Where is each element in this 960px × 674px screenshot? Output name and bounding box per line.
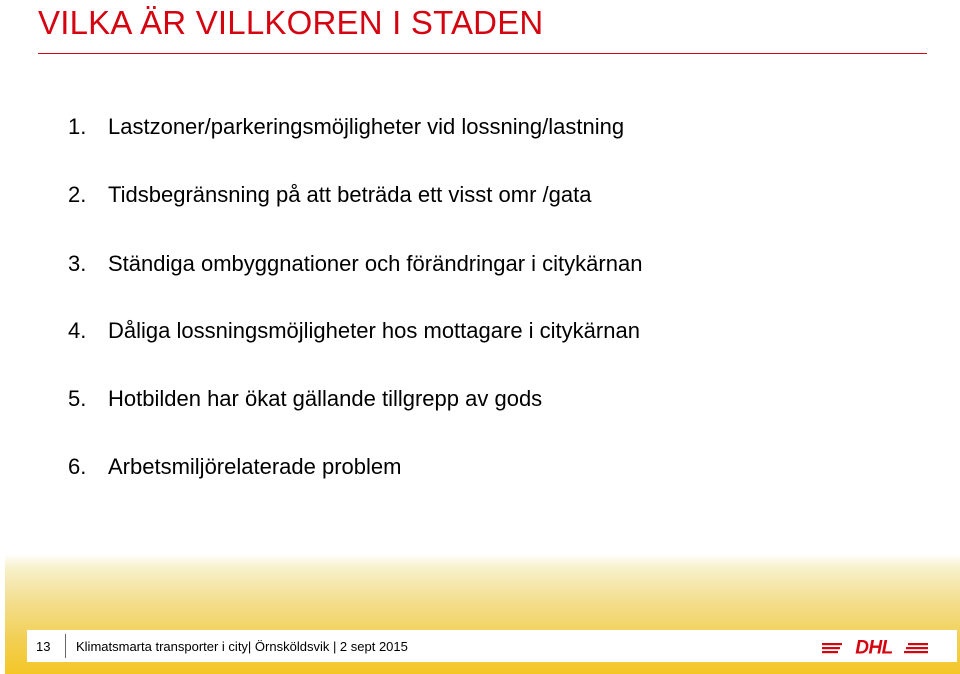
list-item-text: Ständiga ombyggnationer och förändringar i citykärnan [108,251,643,276]
list-item [68,318,640,344]
list-item-number: 1. [68,114,87,139]
slide-title: VILKA ÄR VILLKOREN I STADEN [38,4,544,41]
title-underline [38,53,927,54]
list-item-text: Dåliga lossningsmöjligheter hos mottagare i citykärnan [108,318,640,343]
footer-text: Klimatsmarta transporter i city| Örnsköldsvik | 2 sept 2015 [76,639,408,654]
list-item-number: 5. [68,386,87,411]
dhl-logo-icon [822,636,928,656]
list-item-number: 2. [68,182,87,207]
list-item-text: Tidsbegränsning på att beträda ett visst omr /gata [108,182,592,207]
dhl-logo-text: DHL [855,637,893,656]
list-item-text: Hotbilden har ökat gällande tillgrepp av gods [108,386,543,411]
list-item [68,114,624,140]
footer-divider [65,634,66,658]
list-item-number: 3. [68,251,87,276]
list-item-text: Lastzoner/parkeringsmöjligheter vid lossning/lastning [108,114,625,139]
list-item [68,386,542,412]
list-item [68,454,401,480]
list-item-number: 6. [68,454,87,479]
list-item-text: Arbetsmiljörelaterade problem [108,454,402,479]
list-item [68,182,591,208]
list-item [68,251,642,277]
list-item-number: 4. [68,318,87,343]
page-number: 13 [36,639,51,654]
